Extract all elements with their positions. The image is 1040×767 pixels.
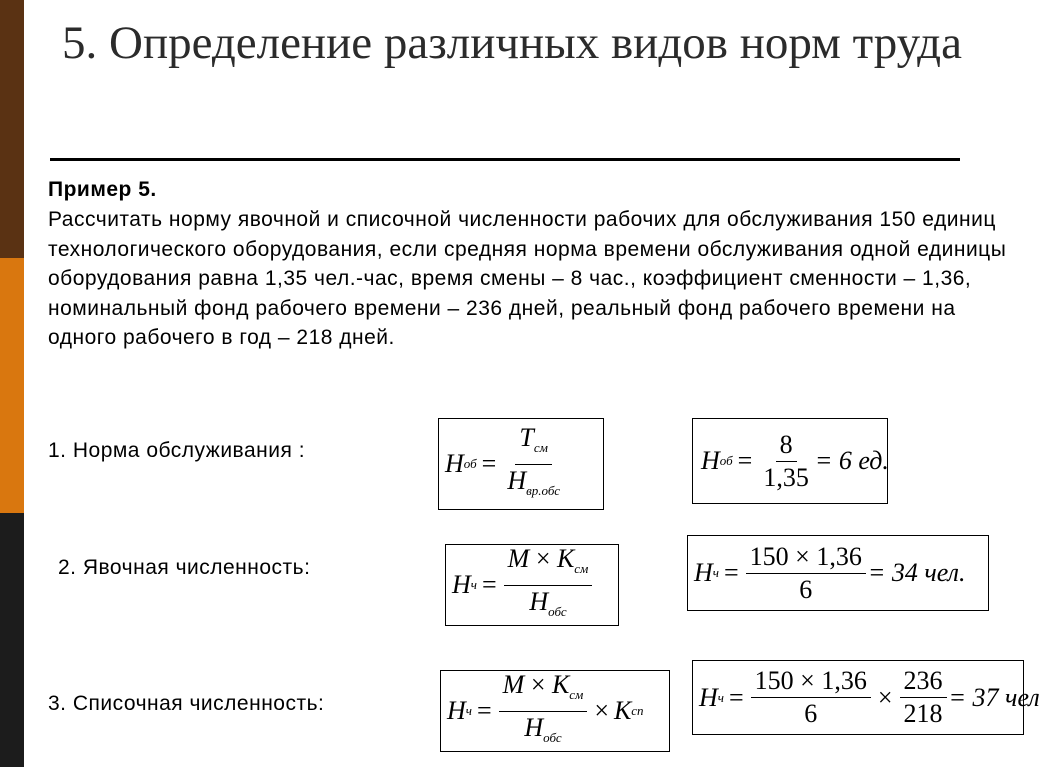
denominator: 218 [903,699,943,728]
sidebar-segment-orange [0,258,24,513]
numerator: 150 × 1,36 [751,665,871,698]
numerator-symbol: М [502,669,525,699]
fraction [751,665,871,730]
formula-symbol: Н [701,446,720,475]
formula-subscript: сп [631,703,644,718]
denominator [525,586,570,628]
numerator-symbol: Т [519,422,534,452]
sidebar-stripe [0,0,24,767]
fraction [746,541,866,606]
formula-subscript: ч [717,689,724,705]
formula-symbol: Н [699,682,718,712]
formula-subscript: об [463,456,477,471]
formula-payroll-calc [692,660,1040,735]
equals-sign: = [728,682,744,712]
numerator: 236 [900,665,947,698]
numerator-subscript: см [569,686,584,702]
denominator-subscript: обс [543,729,562,745]
numerator-subscript: см [533,439,548,455]
equals-sign: = [723,558,739,587]
fraction [503,422,564,507]
denominator: 6 [804,699,818,728]
equals-sign: = [737,446,753,475]
multiply-sign: × [877,682,893,712]
multiply-sign: × [529,543,557,573]
formula-symbol: Н [694,558,713,587]
formula-service-norm-calc [692,418,888,504]
formula-payroll-general [440,670,670,752]
formula-subscript: об [719,453,733,468]
formula-subscript: ч [470,577,477,592]
formula-subscript: ч [465,703,472,718]
equals-sign: = [481,449,497,478]
denominator-subscript: вр.обс [526,482,560,498]
numerator-symbol: К [552,669,570,699]
formula-subscript: ч [712,565,719,580]
numerator-subscript: см [574,560,589,576]
sidebar-segment-black [0,513,24,767]
denominator-symbol: Н [524,712,544,742]
formula-symbol: Н [445,449,464,478]
sidebar-segment-brown [0,0,24,258]
formula-result: = 6 ед. [814,446,889,475]
equals-sign: = [476,696,492,725]
formula-service-norm-general [438,418,604,510]
formula-result: = 37 чел [948,682,1040,712]
formula-result: = 34 чел. [867,558,966,587]
denominator [503,465,564,507]
formula-symbol: Н [452,570,471,599]
multiply-sign: × [524,669,552,699]
numerator: 8 [776,429,797,462]
denominator-subscript: обс [548,603,567,619]
numerator-symbol: М [507,543,530,573]
step-3-label: 3. Списочная численность: [48,692,325,715]
numerator [504,543,593,586]
denominator [520,712,565,754]
numerator [499,669,588,712]
denominator-symbol: Н [507,465,527,495]
denominator-symbol: Н [529,586,549,616]
problem-text: Рассчитать норму явочной и списочной численности рабочих для обслуживания 150 единиц технологического оборудования, если средняя норма времени обслуживания одной единицы оборудования равна 1,35 чел.-час, время смены – 8 час., коэффициент сменности – 1,36, номинальный фонд рабочего времени – 236 дней, реальный фонд рабочего времени на одного рабочего в год – 218 дней. [48,208,1007,349]
multiply-sign: × [594,696,610,725]
fraction [504,543,593,628]
numerator-symbol: К [557,543,575,573]
denominator: 6 [799,574,813,604]
fraction [900,665,947,730]
step-1-label: 1. Норма обслуживания : [48,439,306,462]
numerator: 150 × 1,36 [746,541,866,574]
formula-symbol: К [614,696,632,725]
example-heading: Пример 5. [48,178,157,201]
denominator: 1,35 [763,462,809,492]
fraction [499,669,588,754]
numerator [515,422,552,465]
fraction [759,429,813,494]
formula-attendance-general [445,544,619,626]
formula-symbol: Н [447,696,466,725]
formula-attendance-calc [687,535,989,611]
equals-sign: = [481,570,497,599]
title-underline [50,158,960,161]
step-2-label: 2. Явочная численность: [58,556,311,579]
page-title: 5. Определение различных видов норм труда [62,17,962,69]
